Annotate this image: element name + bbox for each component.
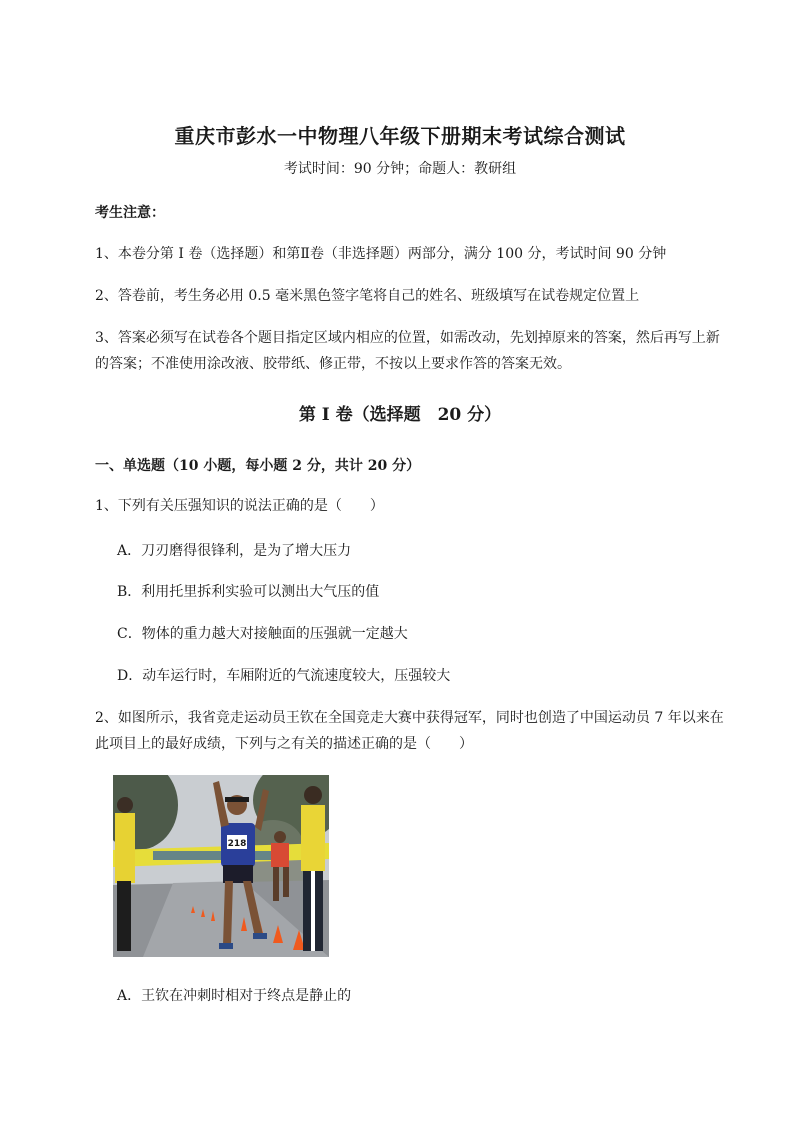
notice-item-2: 2、答卷前，考生务必用 0.5 毫米黑色签字笔将自己的姓名、班级填写在试卷规定位置上: [95, 288, 640, 304]
question-1-option-d: D．动车运行时，车厢附近的气流速度较大，压强较大: [117, 668, 451, 684]
question-1-option-c: C．物体的重力越大对接触面的压强就一定越大: [117, 626, 408, 642]
bib-number: 218: [227, 839, 247, 849]
question-1-stem: 1、下列有关压强知识的说法正确的是（ ）: [95, 498, 384, 514]
section-title: 第 I 卷（选择题 20 分）: [298, 405, 502, 425]
notice-heading: 考生注意：: [95, 205, 165, 221]
notice-item-3: 3、答案必须写在试卷各个题目指定区域内相应的位置，如需改动，先划掉原来的答案，然后再写上新: [95, 330, 720, 346]
page-title: 重庆市彭水一中物理八年级下册期末考试综合测试: [174, 124, 626, 148]
question-1-option-b: B．利用托里拆利实验可以测出大气压的值: [117, 584, 380, 600]
section-heading: 一、单选题（10 小题，每小题 2 分，共计 20 分）: [95, 458, 421, 474]
question-2-stem-cont: 此项目上的最好成绩，下列与之有关的描述正确的是（ ）: [95, 736, 473, 752]
exam-info: 考试时间：90 分钟；命题人：教研组: [283, 161, 517, 177]
question-1-option-a: A．刀刃磨得很锋利，是为了增大压力: [117, 543, 352, 559]
race-walker-photo: [113, 775, 329, 957]
question-2-stem: 2、如图所示，我省竞走运动员王钦在全国竞走大赛中获得冠军，同时也创造了中国运动员 7 年以来在: [95, 710, 724, 726]
question-2-option-a: A．王钦在冲刺时相对于终点是静止的: [117, 988, 352, 1004]
notice-item-1: 1、本卷分第 I 卷（选择题）和第Ⅱ卷（非选择题）两部分，满分 100 分，考试时间 90 分钟: [95, 246, 667, 262]
notice-item-3-cont: 的答案；不准使用涂改液、胶带纸、修正带，不按以上要求作答的答案无效。: [95, 356, 571, 372]
